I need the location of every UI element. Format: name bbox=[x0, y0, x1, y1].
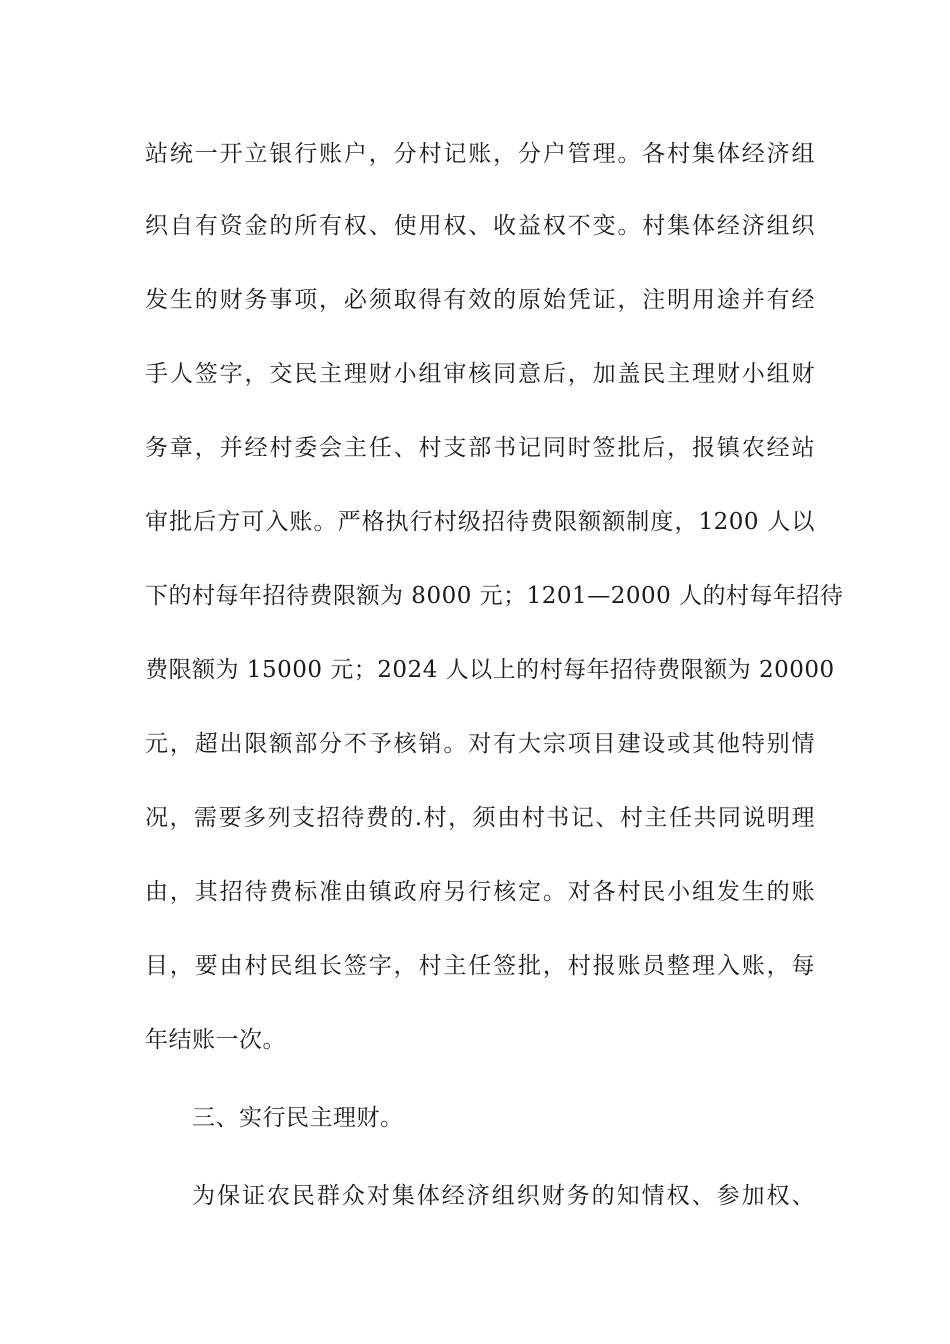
body-line: 目，要由村民组长签字，村主任签批，村报账员整理入账，每 bbox=[145, 953, 815, 979]
paragraph-start-line: 为保证农民群众对集体经济组织财务的知情权、参加权、 bbox=[192, 1183, 815, 1209]
body-line: 年结账一次。 bbox=[145, 1027, 286, 1053]
body-line: 审批后方可入账。严格执行村级招待费限额额制度，1200 人以 bbox=[145, 509, 815, 535]
body-line: 由，其招待费标准由镇政府另行核定。对各村民小组发生的账 bbox=[145, 879, 815, 905]
section-heading: 三、实行民主理财。 bbox=[192, 1105, 404, 1131]
body-line: 元，超出限额部分不予核销。对有大宗项目建设或其他特别情 bbox=[145, 731, 815, 757]
body-line: 务章，并经村委会主任、村支部书记同时签批后，报镇农经站 bbox=[145, 435, 815, 461]
body-line: 发生的财务事项，必须取得有效的原始凭证，注明用途并有经 bbox=[145, 287, 815, 313]
body-line: 站统一开立银行账户，分村记账，分户管理。各村集体经济组 bbox=[145, 141, 815, 167]
body-line: 费限额为 15000 元；2024 人以上的村每年招待费限额为 20000 bbox=[145, 657, 835, 683]
body-line: 手人签字，交民主理财小组审核同意后，加盖民主理财小组财 bbox=[145, 361, 815, 387]
body-line: 下的村每年招待费限额为 8000 元；1201—2000 人的村每年招待 bbox=[145, 583, 844, 609]
body-line: 织自有资金的所有权、使用权、收益权不变。村集体经济组织 bbox=[145, 213, 815, 239]
body-line: 况，需要多列支招待费的.村，须由村书记、村主任共同说明理 bbox=[145, 805, 815, 831]
